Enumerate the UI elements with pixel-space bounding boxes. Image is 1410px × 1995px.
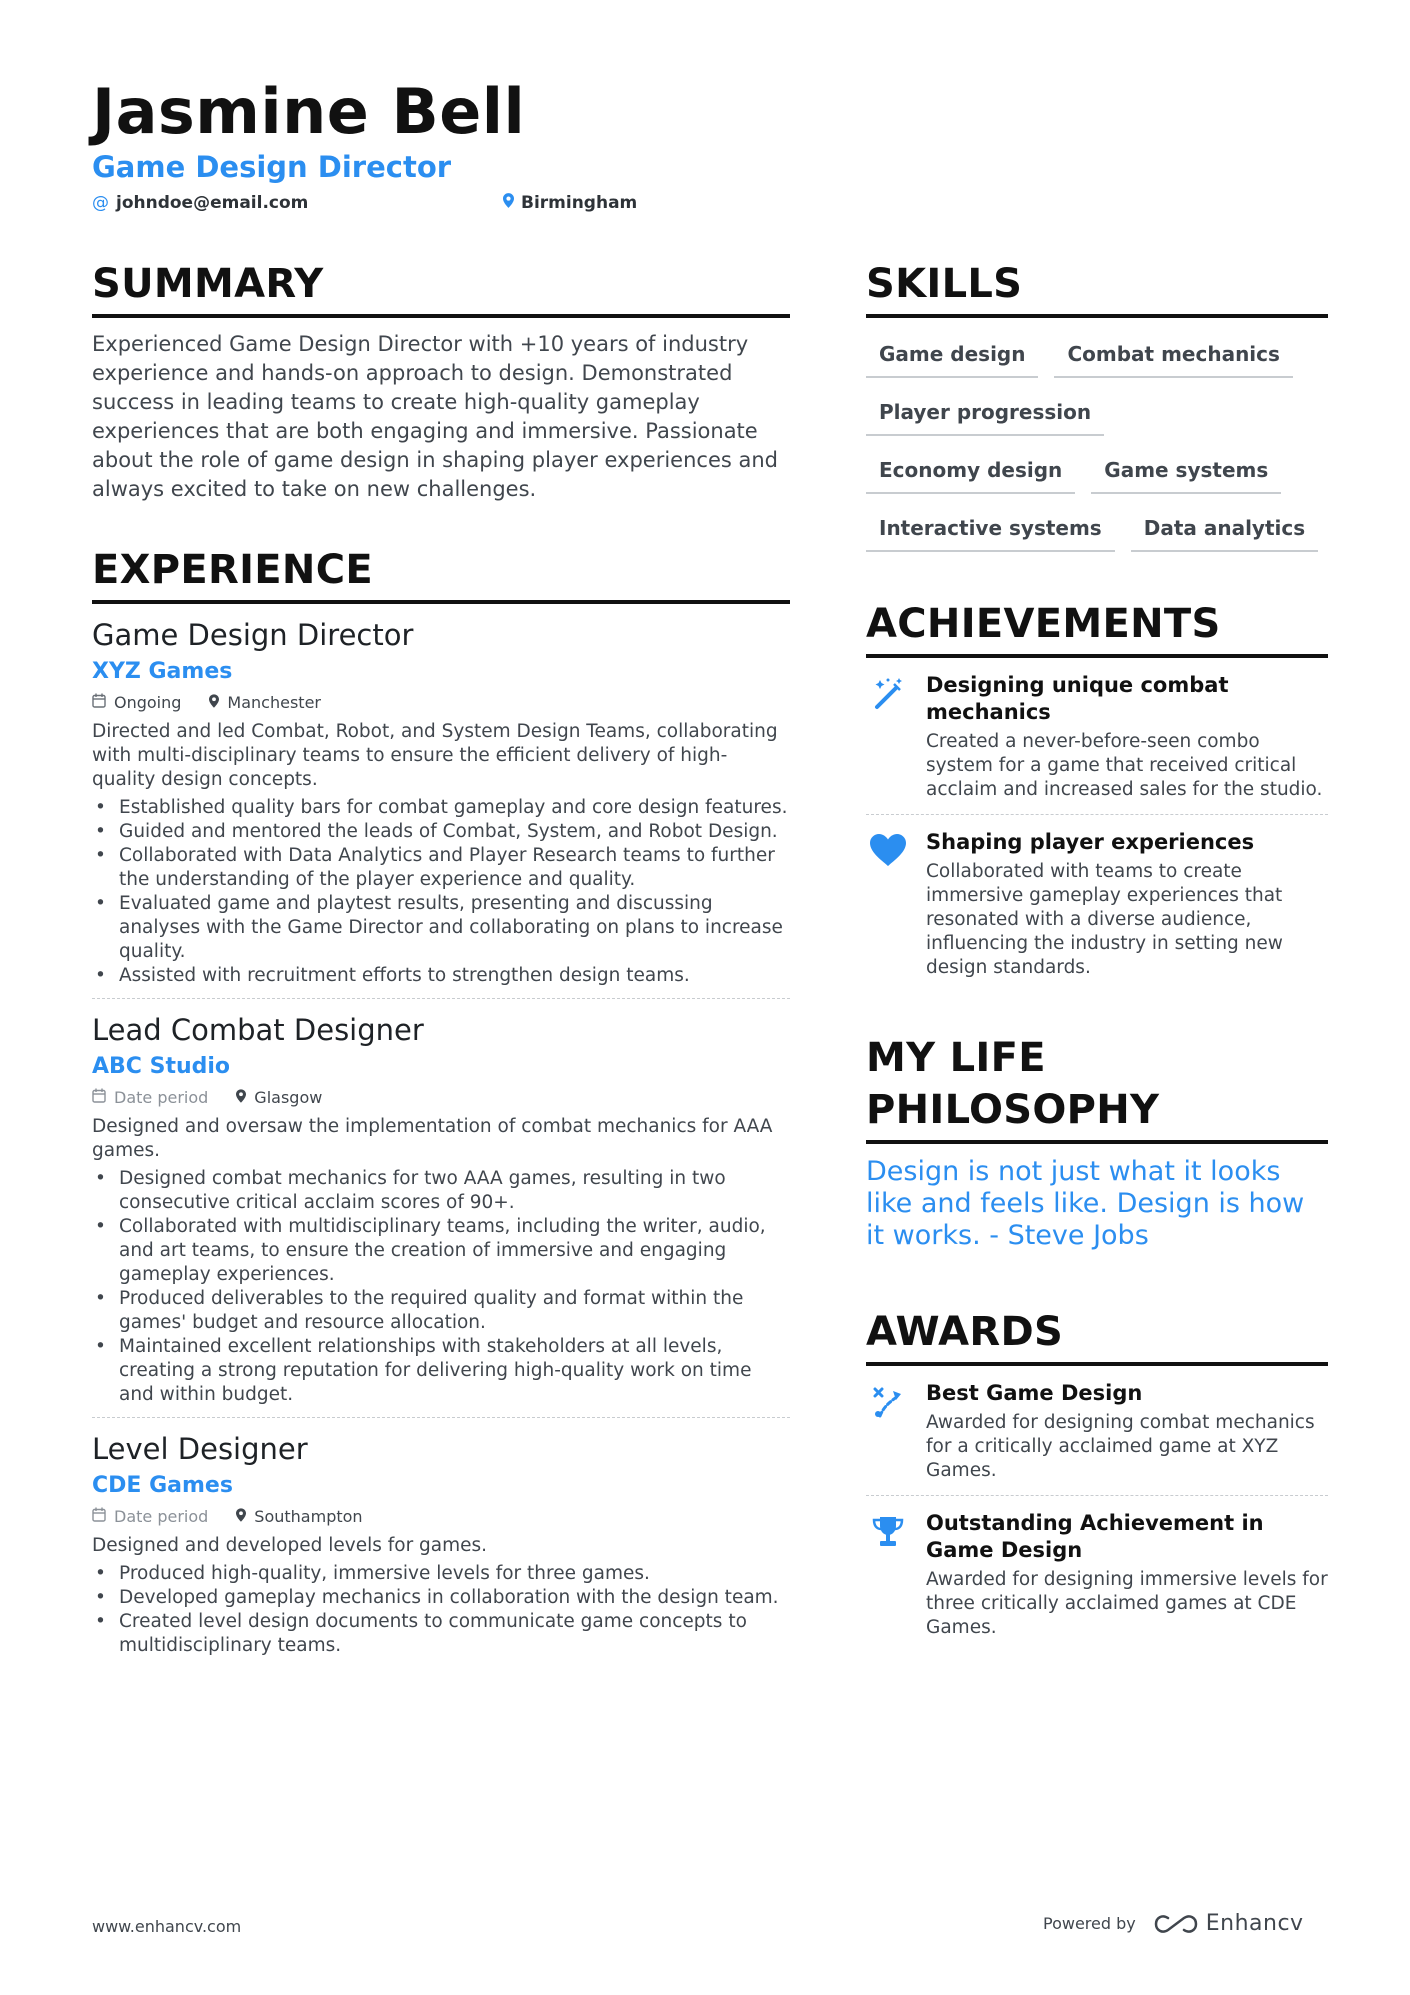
job-bullet: • Produced high-quality, immersive levels for three games. (92, 1562, 790, 1586)
experience-section (92, 544, 790, 1668)
location-pin-icon (236, 1506, 246, 1528)
candidate-name: Jasmine Bell (92, 75, 526, 148)
footer-branding[interactable] (1043, 1911, 1304, 1936)
achievement-item (866, 815, 1328, 992)
job-location: Manchester (227, 693, 321, 712)
job-meta (92, 1506, 790, 1528)
at-icon: @ (92, 193, 109, 213)
strategy-icon (866, 1380, 910, 1483)
job-bullet: • Collaborated with Data Analytics and Player Research teams to further the understanding of the player experience and quality. (92, 844, 790, 892)
job-meta (92, 1087, 790, 1109)
job-location: Southampton (254, 1507, 363, 1526)
location-text: Birmingham (521, 193, 638, 213)
job-bullet: • Produced deliverables to the required quality and format within the games' budget and resource allocation. (92, 1287, 790, 1335)
achievement-item (866, 658, 1328, 815)
achievement-description: Collaborated with teams to create immersive gameplay experiences that resonated with a diverse audience, influencing the industry in setting new design standards. (926, 861, 1283, 978)
philosophy-quote: Design is not just what it looks like and feels like. Design is how it works. - Steve Jobs (866, 1156, 1305, 1251)
job-bullets (92, 796, 790, 988)
awards-heading: AWARDS (866, 1306, 1328, 1366)
award-item (866, 1496, 1328, 1652)
calendar-icon (92, 1506, 106, 1528)
achievement-title: Shaping player experiences (926, 830, 1255, 854)
location-pin-icon (236, 1087, 246, 1109)
achievement-description: Created a never-before-seen combo system for a game that received critical acclaim and increased sales for the studio. (926, 731, 1323, 800)
job-meta (92, 692, 790, 714)
contact-location (503, 193, 637, 213)
job-bullet: • Guided and mentored the leads of Combat, System, and Robot Design. (92, 820, 790, 844)
skill-tag: Player progression (866, 392, 1104, 436)
award-description: Awarded for designing immersive levels for three critically acclaimed games at CDE Games. (926, 1569, 1328, 1638)
job-bullet: • Created level design documents to communicate game concepts to multidisciplinary teams. (92, 1610, 790, 1658)
philosophy-section (866, 1032, 1328, 1252)
job-bullet: • Designed combat mechanics for two AAA games, resulting in two consecutive critical acclaim scores of 90+. (92, 1167, 790, 1215)
candidate-title: Game Design Director (92, 150, 452, 184)
job-period: Date period (114, 1507, 209, 1526)
job-bullet: • Assisted with recruitment efforts to strengthen design teams. (92, 964, 790, 988)
location-pin-icon (503, 193, 514, 213)
job-bullet: • Maintained excellent relationships with stakeholders at all levels, creating a strong reputation for delivering high-quality work on time and within budget. (92, 1335, 790, 1407)
job-bullet: • Evaluated game and playtest results, presenting and discussing analyses with the Game Director and collaborating on plans to increase quality. (92, 892, 790, 964)
skill-tag: Data analytics (1131, 508, 1318, 552)
achievements-section (866, 598, 1328, 992)
right-column (866, 258, 1328, 1652)
job-description: Designed and oversaw the implementation of combat mechanics for AAA games. (92, 1116, 773, 1161)
summary-text: Experienced Game Design Director with +10 years of industry experience and hands-on approach to design. Demonstrated success in leading teams to create high-quality gameplay experiences that are both engaging and immersive. Passionate about the role of game design in shaping player experiences and always excited to take on new challenges. (92, 332, 778, 501)
achievement-title: Designing unique combat mechanics (926, 673, 1229, 724)
job-title: Game Design Director (92, 618, 414, 652)
summary-heading: SUMMARY (92, 258, 790, 318)
summary-section (92, 258, 790, 504)
company-name: ABC Studio (92, 1054, 231, 1079)
company-name: CDE Games (92, 1473, 233, 1498)
skill-tag: Game systems (1091, 450, 1281, 494)
brand-name: Enhancv (1205, 1911, 1304, 1936)
job-title: Lead Combat Designer (92, 1013, 424, 1047)
job-description: Directed and led Combat, Robot, and System Design Teams, collaborating with multi-disciplinary teams to ensure the efficient delivery of high-quality design concepts. (92, 721, 778, 790)
job-bullet: • Established quality bars for combat gameplay and core design features. (92, 796, 790, 820)
award-title: Outstanding Achievement in Game Design (926, 1511, 1264, 1562)
skills-heading: SKILLS (866, 258, 1328, 318)
enhancv-logo-icon (1154, 1912, 1200, 1936)
job-bullets (92, 1167, 790, 1407)
experience-heading: EXPERIENCE (92, 544, 790, 604)
magic-wand-icon (866, 672, 910, 802)
award-title: Best Game Design (926, 1381, 1143, 1405)
job-bullet: • Collaborated with multidisciplinary teams, including the writer, audio, and art teams, to ensure the creation of immersive and engaging gameplay experiences. (92, 1215, 790, 1287)
company-name: XYZ Games (92, 659, 233, 684)
job-bullets (92, 1562, 790, 1658)
trophy-icon (866, 1510, 910, 1640)
skills-list (866, 334, 1328, 552)
skill-tag: Combat mechanics (1054, 334, 1292, 378)
experience-entry (92, 1418, 790, 1668)
brand-logo (1154, 1911, 1304, 1936)
skill-tag: Economy design (866, 450, 1075, 494)
experience-entry (92, 604, 790, 999)
skills-section (866, 258, 1328, 552)
skill-tag: Interactive systems (866, 508, 1115, 552)
powered-by-label: Powered by (1043, 1914, 1136, 1933)
job-title: Level Designer (92, 1432, 308, 1466)
job-period: Date period (114, 1088, 209, 1107)
philosophy-heading: MY LIFE PHILOSOPHY (866, 1032, 1328, 1144)
calendar-icon (92, 692, 106, 714)
achievements-heading: ACHIEVEMENTS (866, 598, 1328, 658)
contact-email[interactable] (92, 193, 308, 213)
experience-entry (92, 999, 790, 1418)
skill-tag: Game design (866, 334, 1038, 378)
awards-section (866, 1306, 1328, 1652)
email-text: johndoe@email.com (116, 193, 309, 213)
job-description: Designed and developed levels for games. (92, 1535, 488, 1556)
job-bullet: • Developed gameplay mechanics in collaboration with the design team. (92, 1586, 790, 1610)
award-description: Awarded for designing combat mechanics for a critically acclaimed game at XYZ Games. (926, 1412, 1315, 1481)
heart-icon (866, 829, 910, 980)
calendar-icon (92, 1087, 106, 1109)
job-location: Glasgow (254, 1088, 323, 1107)
location-pin-icon (209, 692, 219, 714)
award-item (866, 1366, 1328, 1496)
left-column (92, 258, 790, 1668)
job-period: Ongoing (114, 693, 182, 712)
footer-website[interactable]: www.enhancv.com (92, 1917, 242, 1936)
